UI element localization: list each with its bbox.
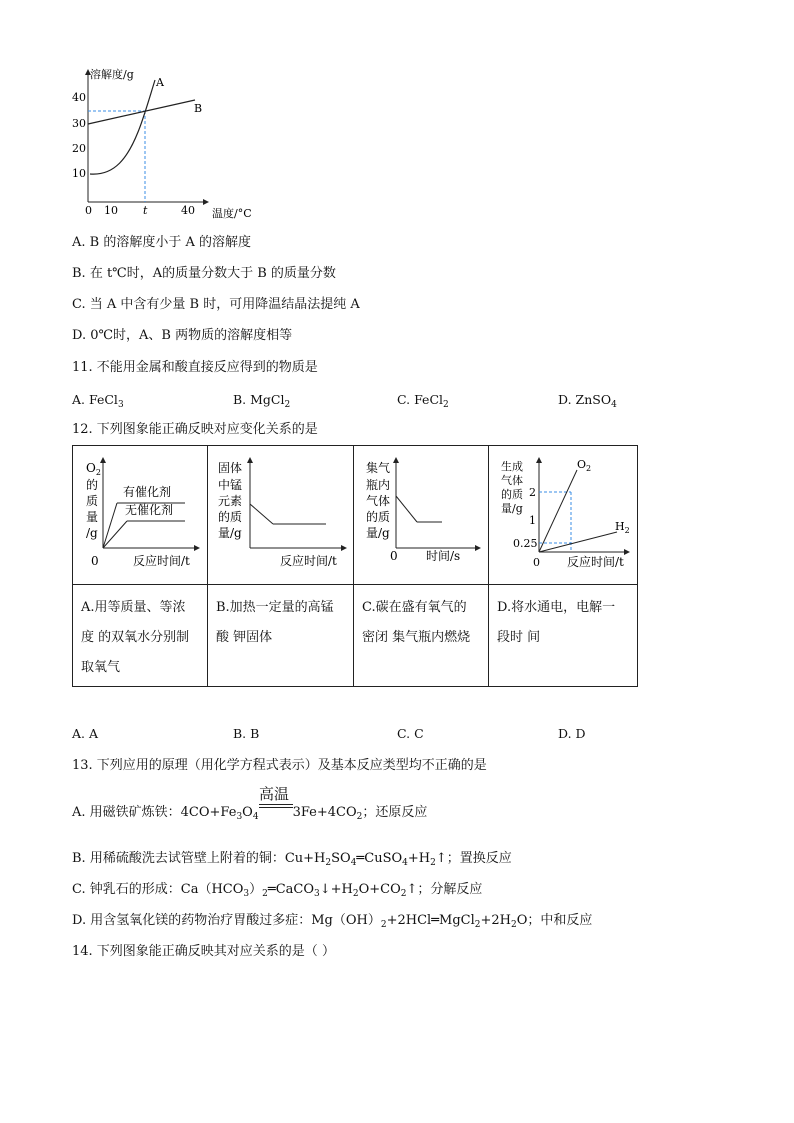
y-tick: 20 <box>72 142 86 155</box>
y-tick: 10 <box>72 167 86 180</box>
y-label: 瓶内 <box>366 478 391 492</box>
y-tick: 30 <box>72 117 86 130</box>
q13-option-c: C. 钟乳石的形成：$Ca(HCO_3)_2═CaCO_3↓+H_2O+CO_2↑$；分解反应 <box>72 882 483 899</box>
q12-desc-a: A.用等质量、等浓 度 的双氧水分别制 取氧气 <box>73 585 208 687</box>
q12-graph-b <box>208 446 353 580</box>
q11-option-b: B. MgCl$_2$ <box>233 392 291 410</box>
y-label: 量/g <box>366 526 390 540</box>
x-tick: 10 <box>104 204 118 217</box>
data-line <box>250 504 273 524</box>
origin-label: 0 <box>390 549 398 563</box>
curve-b-label: B <box>194 102 203 115</box>
q13-stem: 13. 下列应用的原理（用化学方程式表示）及基本反应类型均不正确的是 <box>72 758 487 773</box>
q12-desc-b: B.加热一定量的高锰 酸 钾固体 <box>208 585 354 687</box>
origin-label: 0 <box>91 554 99 568</box>
catalyst-line <box>103 503 117 548</box>
q12-graph-c-cell <box>354 446 489 585</box>
y-label: $O_2$ <box>86 461 101 477</box>
q12-option-b: B. B <box>233 726 260 741</box>
q12-desc-c: C.碳在盛有氧气的 密闭 集气瓶内燃烧 <box>354 585 489 687</box>
y-label: 量 <box>86 510 99 524</box>
q12-stem: 12. 下列图象能正确反映对应变化关系的是 <box>72 422 318 437</box>
q13-option-d: D. 用含氢氧化镁的药物治疗胃酸过多症：$Mg(OH)_2+2HCl═MgCl_2+2H_2O$；中和反应 <box>72 913 593 930</box>
x-tick: 0 <box>85 204 92 217</box>
x-tick: t <box>143 204 148 217</box>
q10-option-b: B. 在 t℃时，A的质量分数大于 B 的质量分数 <box>72 266 336 281</box>
y-label: 的质 <box>218 510 243 524</box>
h2-line <box>539 532 617 552</box>
y-tick: 2 <box>529 486 536 499</box>
q10-option-a: A. B 的溶解度小于 A 的溶解度 <box>72 235 251 250</box>
q11-stem: 11. 不能用金属和酸直接反应得到的物质是 <box>72 360 318 375</box>
x-label: 反应时间/t <box>567 555 624 569</box>
y-label: 元素 <box>218 494 243 508</box>
y-tick: 0.25 <box>513 537 538 550</box>
y-label: 中锰 <box>218 478 243 492</box>
q11-option-d: D. ZnSO$_4$ <box>558 392 617 410</box>
y-axis-label: 溶解度/g <box>90 68 134 81</box>
data-line <box>396 496 417 522</box>
y-label: /g <box>86 526 98 540</box>
catalyst-label: 有催化剂 <box>123 485 172 499</box>
y-tick: 1 <box>529 514 536 527</box>
q12-graph-c <box>354 446 488 580</box>
y-label: 的 <box>86 478 99 492</box>
reaction-condition-label: 高温 <box>259 785 290 803</box>
solubility-graph <box>60 62 280 227</box>
q12-option-d: D. D <box>558 726 586 741</box>
q14-stem: 14. 下列图象能正确反映其对应关系的是（ ） <box>72 944 335 959</box>
x-label: 反应时间/t <box>280 554 337 568</box>
no-catalyst-line <box>103 521 127 548</box>
q13-option-a: A. 用磁铁矿炼铁：$4CO+Fe_3O_4$ $3Fe+4CO_2$；还原反应 <box>72 805 428 822</box>
curve-b <box>88 100 195 124</box>
x-label: 时间/s <box>426 549 461 563</box>
q13-option-b: B. 用稀硫酸洗去试管壁上附着的铜：$Cu+H_2SO_4═CuSO_4+H_2↑$；置换反应 <box>72 851 512 868</box>
y-label: 的质 <box>366 510 391 524</box>
curve-a-label: A <box>156 76 164 89</box>
x-tick: 40 <box>181 204 195 217</box>
o2-label: $O_2$ <box>577 458 592 473</box>
y-label: 气体 <box>501 474 523 487</box>
h2-label: $H_2$ <box>615 520 630 535</box>
y-tick: 40 <box>72 91 86 104</box>
q12-graph-table <box>72 445 638 687</box>
q12-graph-b-cell <box>208 446 354 585</box>
q12-graph-a-cell <box>73 446 208 585</box>
q10-option-c: C. 当 A 中含有少量 B 时，可用降温结晶法提纯 A <box>72 297 360 312</box>
q12-option-c: C. C <box>397 726 424 741</box>
x-label: 反应时间/t <box>133 554 190 568</box>
q12-option-a: A. A <box>72 726 99 741</box>
no-catalyst-label: 无催化剂 <box>125 503 174 517</box>
y-label: 量/g <box>501 502 523 515</box>
q12-graph-d-cell <box>489 446 638 585</box>
y-label: 气体 <box>366 494 391 508</box>
q11-option-c: C. FeCl$_2$ <box>397 392 449 410</box>
y-label: 量/g <box>218 526 242 540</box>
q11-option-a: A. FeCl$_3$ <box>72 392 124 410</box>
q12-graph-a <box>73 446 207 580</box>
x-axis-label: 温度/°C <box>212 207 252 220</box>
q12-desc-d: D.将水通电，电解一 段时 间 <box>489 585 638 687</box>
y-label: 质 <box>86 494 99 508</box>
y-label: 固体 <box>218 461 243 475</box>
y-label: 集气 <box>366 461 391 475</box>
q12-graph-d <box>489 446 637 580</box>
y-label: 生成 <box>501 460 523 473</box>
origin-label: 0 <box>533 556 540 569</box>
y-label: 的质 <box>501 488 523 501</box>
q10-option-d: D. 0℃时，A、B 两物质的溶解度相等 <box>72 328 293 343</box>
